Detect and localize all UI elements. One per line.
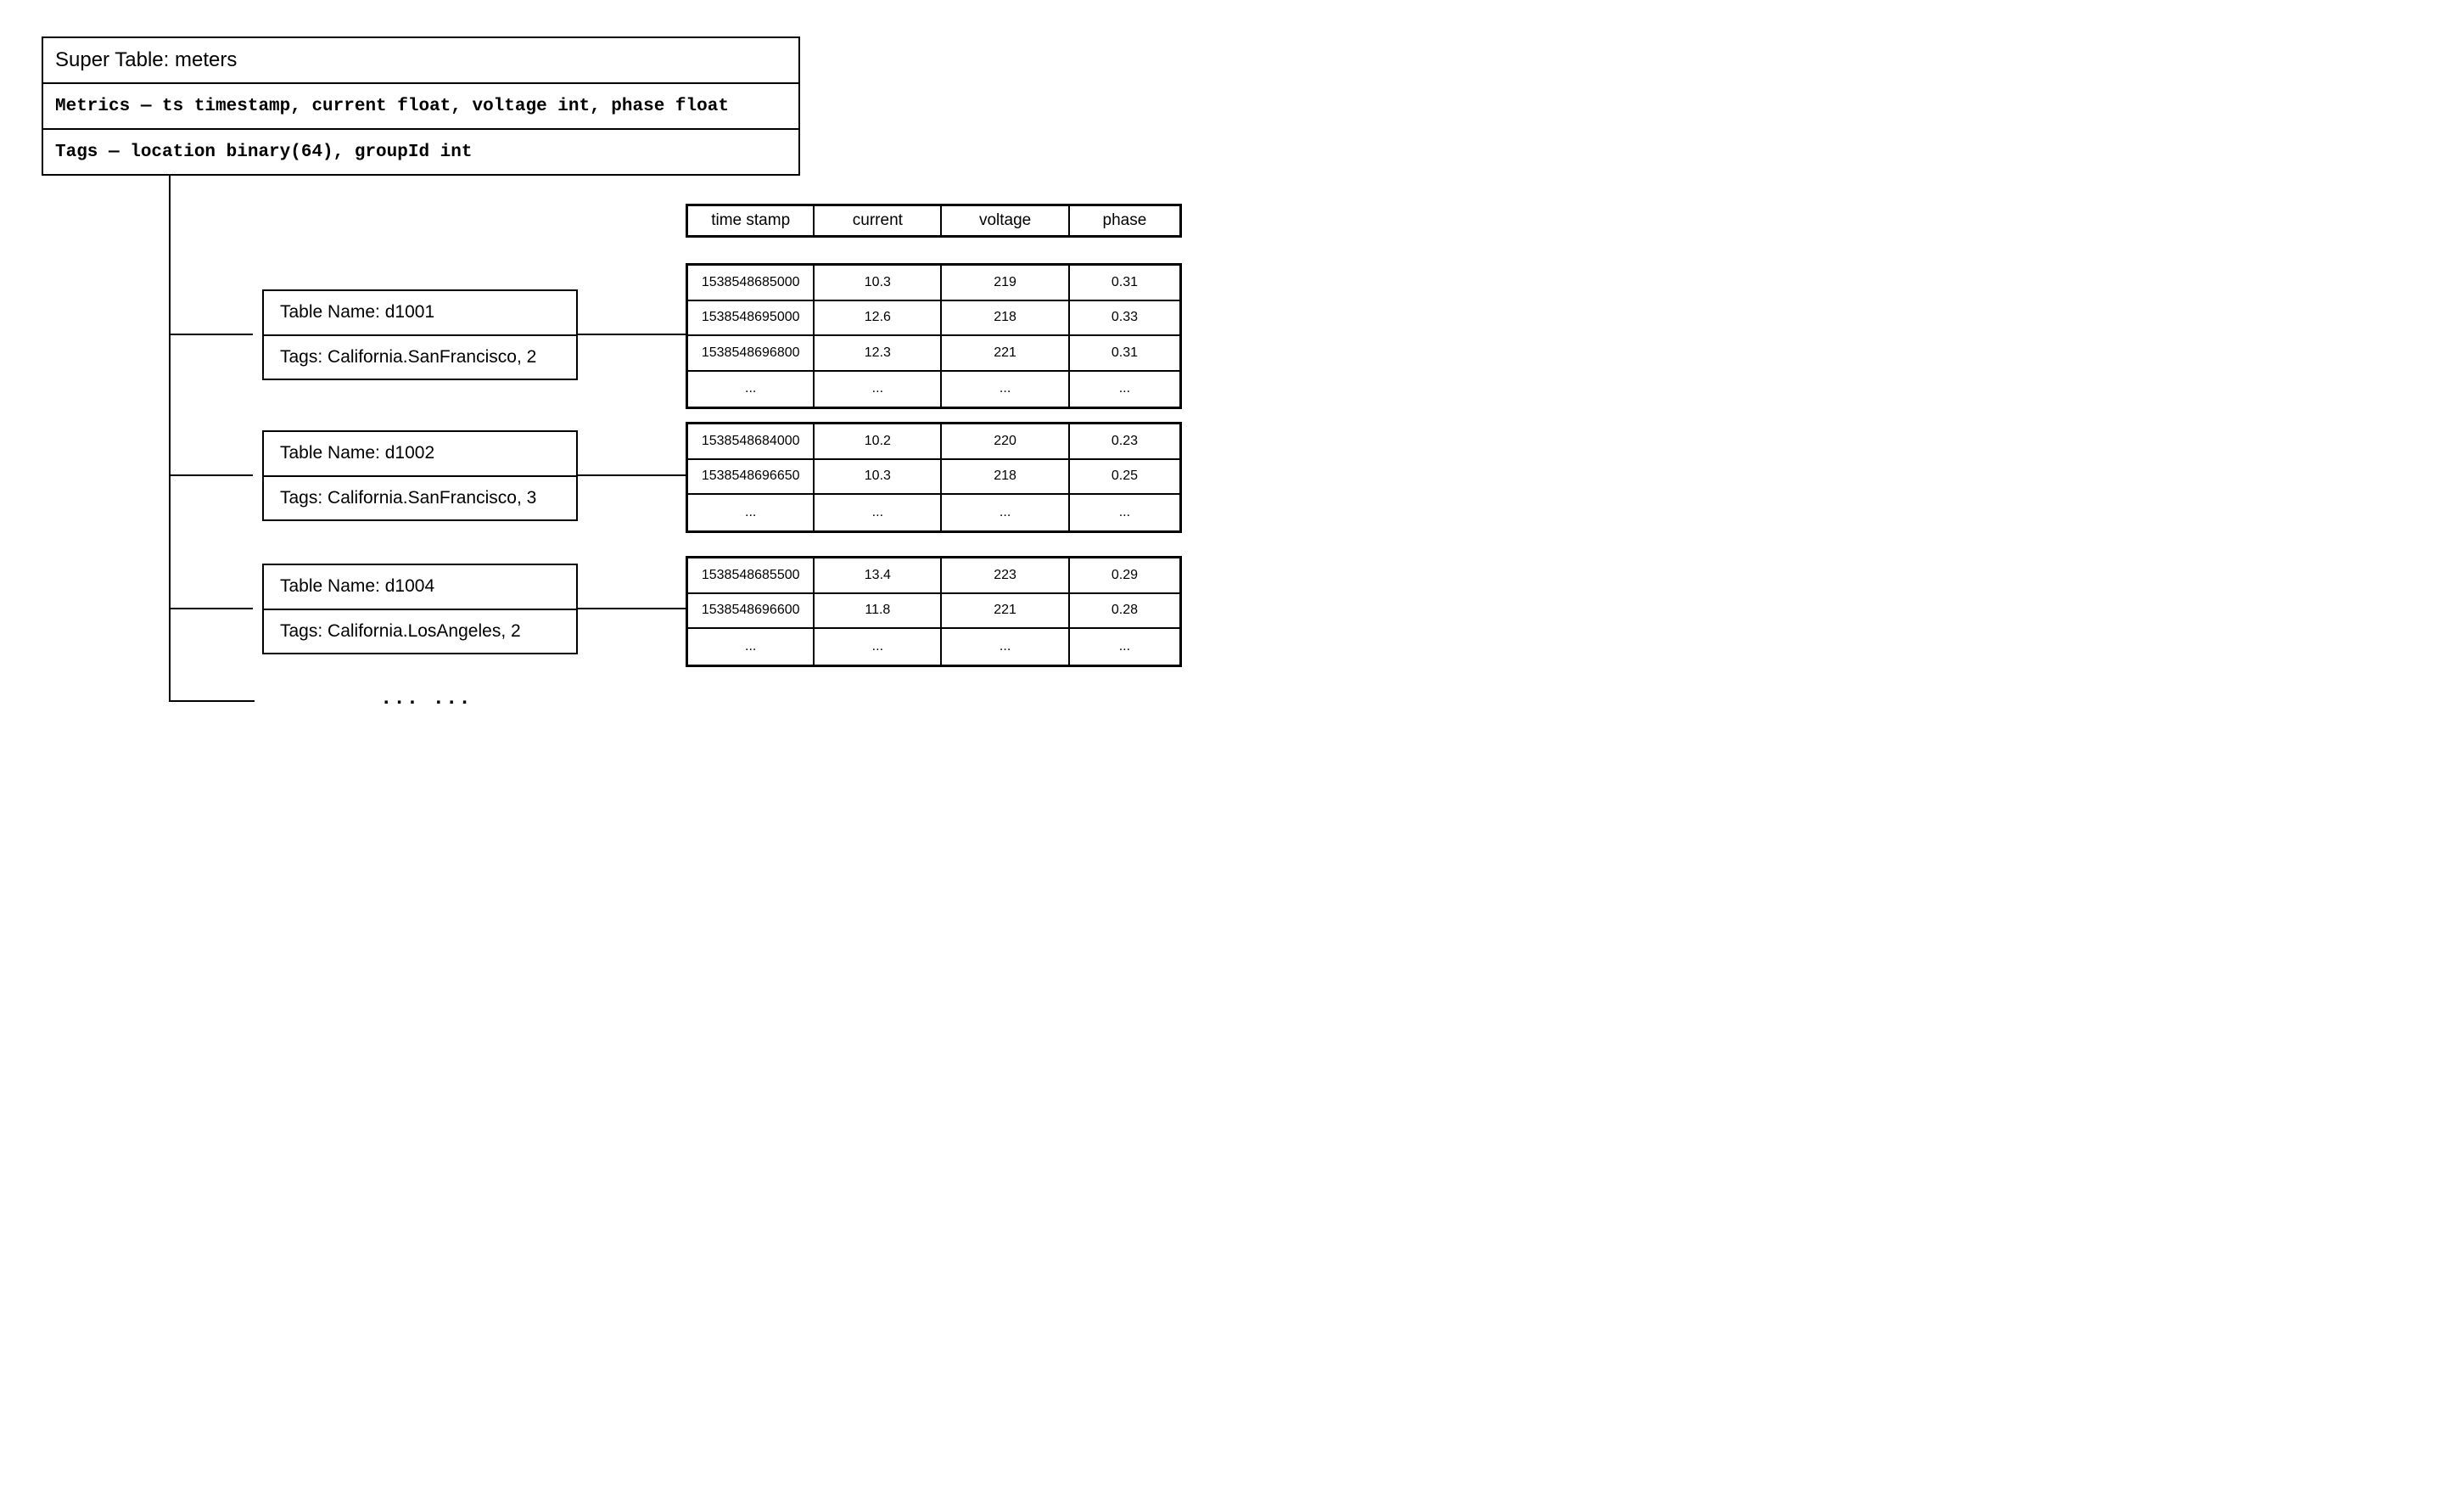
data-cell-ellipsis: ... xyxy=(815,372,942,407)
data-cell: 0.25 xyxy=(1070,460,1179,496)
data-cell: 1538548685000 xyxy=(688,266,815,301)
data-cell: 11.8 xyxy=(815,594,942,630)
super-table-metrics: Metrics — ts timestamp, current float, voltage int, phase float xyxy=(43,84,798,130)
data-cell-ellipsis: ... xyxy=(688,629,815,665)
column-header-phase: phase xyxy=(1102,211,1147,229)
data-cell: 12.6 xyxy=(815,301,942,337)
data-cell: 0.23 xyxy=(1070,424,1179,460)
data-cell-ellipsis: ... xyxy=(1118,381,1131,396)
data-cell: 220 xyxy=(942,424,1070,460)
data-cell-ellipsis: ... xyxy=(815,629,942,665)
data-cell-ellipsis: ... xyxy=(1118,638,1131,654)
data-cell: 219 xyxy=(942,266,1070,301)
data-cell: 1538548695000 xyxy=(688,301,815,337)
data-cell: 1538548685500 xyxy=(688,558,815,594)
data-cell-ellipsis: ... xyxy=(1118,504,1131,519)
data-cell: 223 xyxy=(942,558,1070,594)
data-table-d1001 xyxy=(686,263,1182,409)
connector-d1004-to-data xyxy=(578,608,686,609)
subtable-tags-d1002: Tags: California.SanFrancisco, 3 xyxy=(280,487,537,508)
super-table-tags: Tags — location binary(64), groupId int xyxy=(55,142,473,162)
data-cell: 10.3 xyxy=(815,460,942,496)
data-cell: 1538548696600 xyxy=(688,594,815,630)
data-cell: 0.33 xyxy=(1070,301,1179,337)
subtable-tags-d1001: Tags: California.SanFrancisco, 2 xyxy=(280,346,537,367)
data-cell: 1538548696650 xyxy=(688,460,815,496)
data-cell: 10.2 xyxy=(815,424,942,460)
subtable-tags-d1004: Tags: California.LosAngeles, 2 xyxy=(280,620,521,641)
subtable-box-d1002 xyxy=(262,430,578,521)
branch-line-d1001 xyxy=(171,334,253,335)
data-cell: 0.31 xyxy=(1070,336,1179,372)
super-table-title: Super Table: meters xyxy=(43,38,798,84)
data-cell-ellipsis: ... xyxy=(815,495,942,530)
data-cell: 221 xyxy=(942,594,1070,630)
subtable-box-d1004 xyxy=(262,564,578,654)
data-cell-ellipsis: ... xyxy=(942,629,1070,665)
data-cell: 0.31 xyxy=(1070,266,1179,301)
trunk-line xyxy=(169,176,171,702)
schema-diagram xyxy=(0,0,1232,744)
data-cell: 13.4 xyxy=(815,558,942,594)
branch-line-d1004 xyxy=(171,608,253,609)
connector-d1001-to-data xyxy=(578,334,686,335)
data-cell: 12.3 xyxy=(815,336,942,372)
connector-d1002-to-data xyxy=(578,474,686,476)
column-header-time-stamp: time stamp xyxy=(688,206,815,235)
data-table-d1004 xyxy=(686,556,1182,667)
branch-line-d1002 xyxy=(171,474,253,476)
data-table-d1002 xyxy=(686,422,1182,533)
data-cell: 218 xyxy=(942,460,1070,496)
branch-line-more xyxy=(171,700,255,702)
super-table-box xyxy=(42,36,800,176)
data-cell-ellipsis: ... xyxy=(942,495,1070,530)
data-cell: 0.29 xyxy=(1070,558,1179,594)
data-cell: 10.3 xyxy=(815,266,942,301)
column-header-voltage: voltage xyxy=(942,206,1070,235)
data-cell-ellipsis: ... xyxy=(688,372,815,407)
subtable-name-d1004: Table Name: d1004 xyxy=(264,565,576,610)
data-cell-ellipsis: ... xyxy=(688,495,815,530)
data-cell-ellipsis: ... xyxy=(942,372,1070,407)
data-cell: 1538548684000 xyxy=(688,424,815,460)
column-header-current: current xyxy=(815,206,942,235)
data-cell: 0.28 xyxy=(1070,594,1179,630)
more-tables-ellipsis: ... ... xyxy=(380,687,472,710)
subtable-box-d1001 xyxy=(262,289,578,380)
subtable-name-d1002: Table Name: d1002 xyxy=(264,432,576,477)
data-cell: 218 xyxy=(942,301,1070,337)
subtable-name-d1001: Table Name: d1001 xyxy=(264,291,576,336)
column-header-row xyxy=(686,204,1182,238)
data-cell: 1538548696800 xyxy=(688,336,815,372)
data-cell: 221 xyxy=(942,336,1070,372)
